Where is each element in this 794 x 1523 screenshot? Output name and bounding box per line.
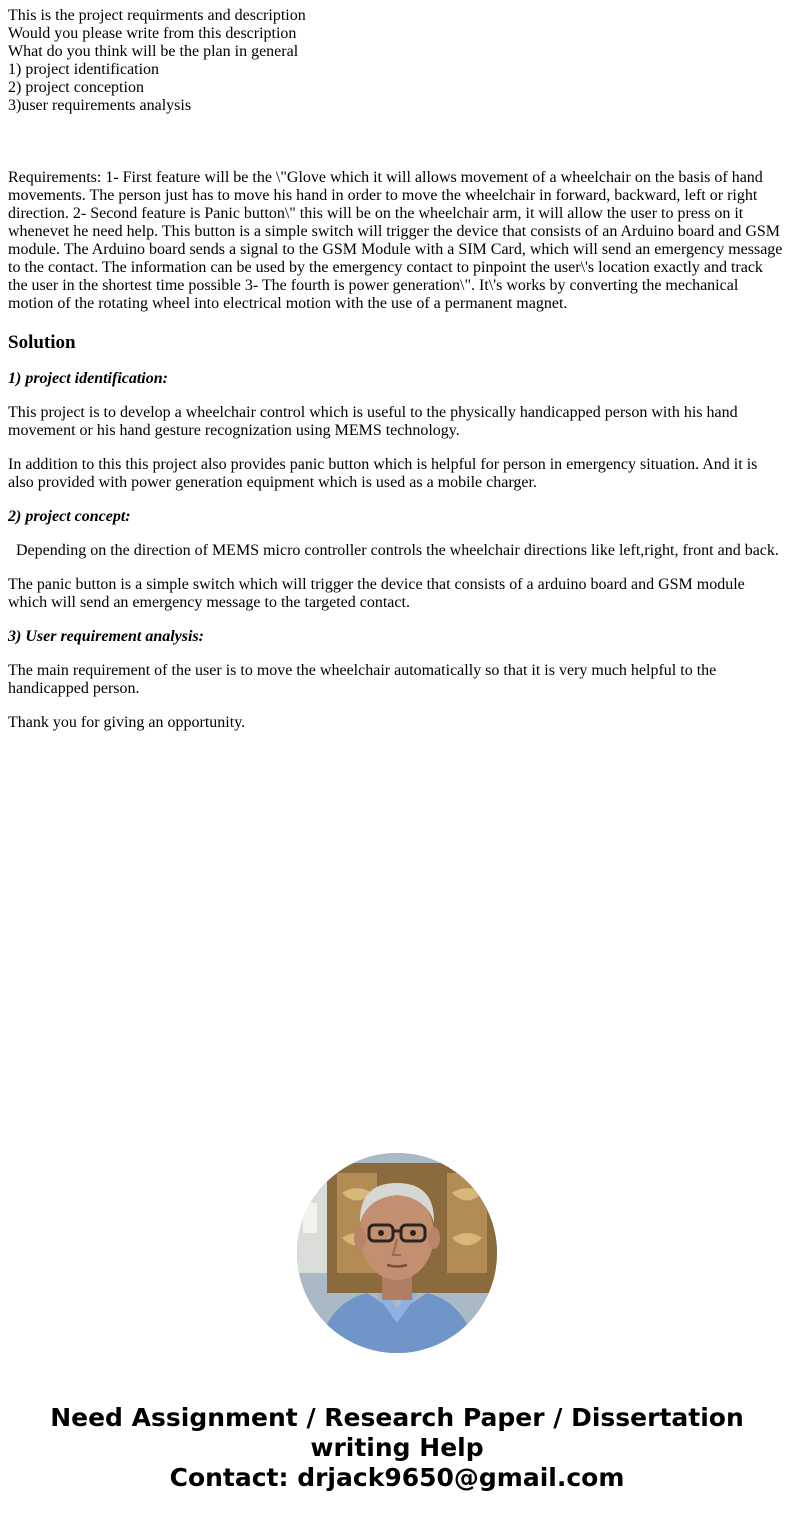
question-line: This is the project requirments and description — [8, 7, 306, 24]
requirements-analysis-paragraph: The main requirement of the user is to move the wheelchair automatically so that it is very much helpful to the handicapped person. — [8, 662, 717, 697]
question-line: 3)user requirements analysis — [8, 97, 192, 114]
question-line: What do you think will be the plan in general — [8, 43, 299, 60]
question-line: 2) project conception — [8, 79, 144, 96]
identification-paragraph-1: This project is to develop a wheelchair control which is useful to the physically handicapped person with his hand movement or his hand gesture recognization using MEMS technology. — [8, 404, 738, 439]
question-line: Would you please write from this description — [8, 25, 297, 42]
footer-line-2: writing Help — [310, 1433, 484, 1462]
requirements-text: Requirements: 1- First feature will be the \"Glove which it will allows movement of a wheelchair on the basis of hand movements. The person just has to move his hand in order to move the wheelchair in forward, backward, left or right direction. 2- Second feature is Panic button\" this will be on the wheelchair arm, it will allow the user to press on it whenevet he need help. This button is a simple switch will trigger the device that consists of an Arduino board and GSM module. The Arduino board sends a signal to the GSM Module with a SIM Card, which will send an emergency message to the contact. The information can be used by the emergency contact to pinpoint the user\'s location exactly and track the user in the shortest time possible 3- The fourth is power generation\". It\'s works by converting the mechanical motion of the rotating wheel into electrical motion with the use of a permanent magnet. — [8, 169, 783, 312]
question-block — [8, 7, 786, 115]
concept-paragraph-2: The panic button is a simple switch which will trigger the device that consists of a arduino board and GSM module which will send an emergency message to the targeted contact. — [8, 576, 745, 611]
question-line: 1) project identification — [8, 61, 160, 78]
document-body — [8, 7, 786, 732]
section-heading-requirements-analysis: 3) User requirement analysis: — [8, 628, 204, 645]
identification-paragraph-2: In addition to this this project also provides panic button which is helpful for person in emergency situation. And it is also provided with power generation equipment which is used as a mobile charger. — [8, 456, 758, 491]
footer-contact-banner — [0, 1403, 794, 1493]
solution-heading: Solution — [8, 332, 76, 353]
section-heading-concept: 2) project concept: — [8, 508, 131, 525]
concept-paragraph-1: Depending on the direction of MEMS micro controller controls the wheelchair directions like left,right, front and back. — [16, 542, 779, 559]
footer-contact-line: Contact: drjack9650@gmail.com — [169, 1463, 625, 1492]
closing-text: Thank you for giving an opportunity. — [8, 714, 246, 731]
section-heading-identification: 1) project identification: — [8, 370, 168, 387]
avatar-photo — [297, 1153, 497, 1353]
avatar — [297, 1153, 497, 1353]
footer-line-1: Need Assignment / Research Paper / Dissertation — [50, 1403, 744, 1432]
